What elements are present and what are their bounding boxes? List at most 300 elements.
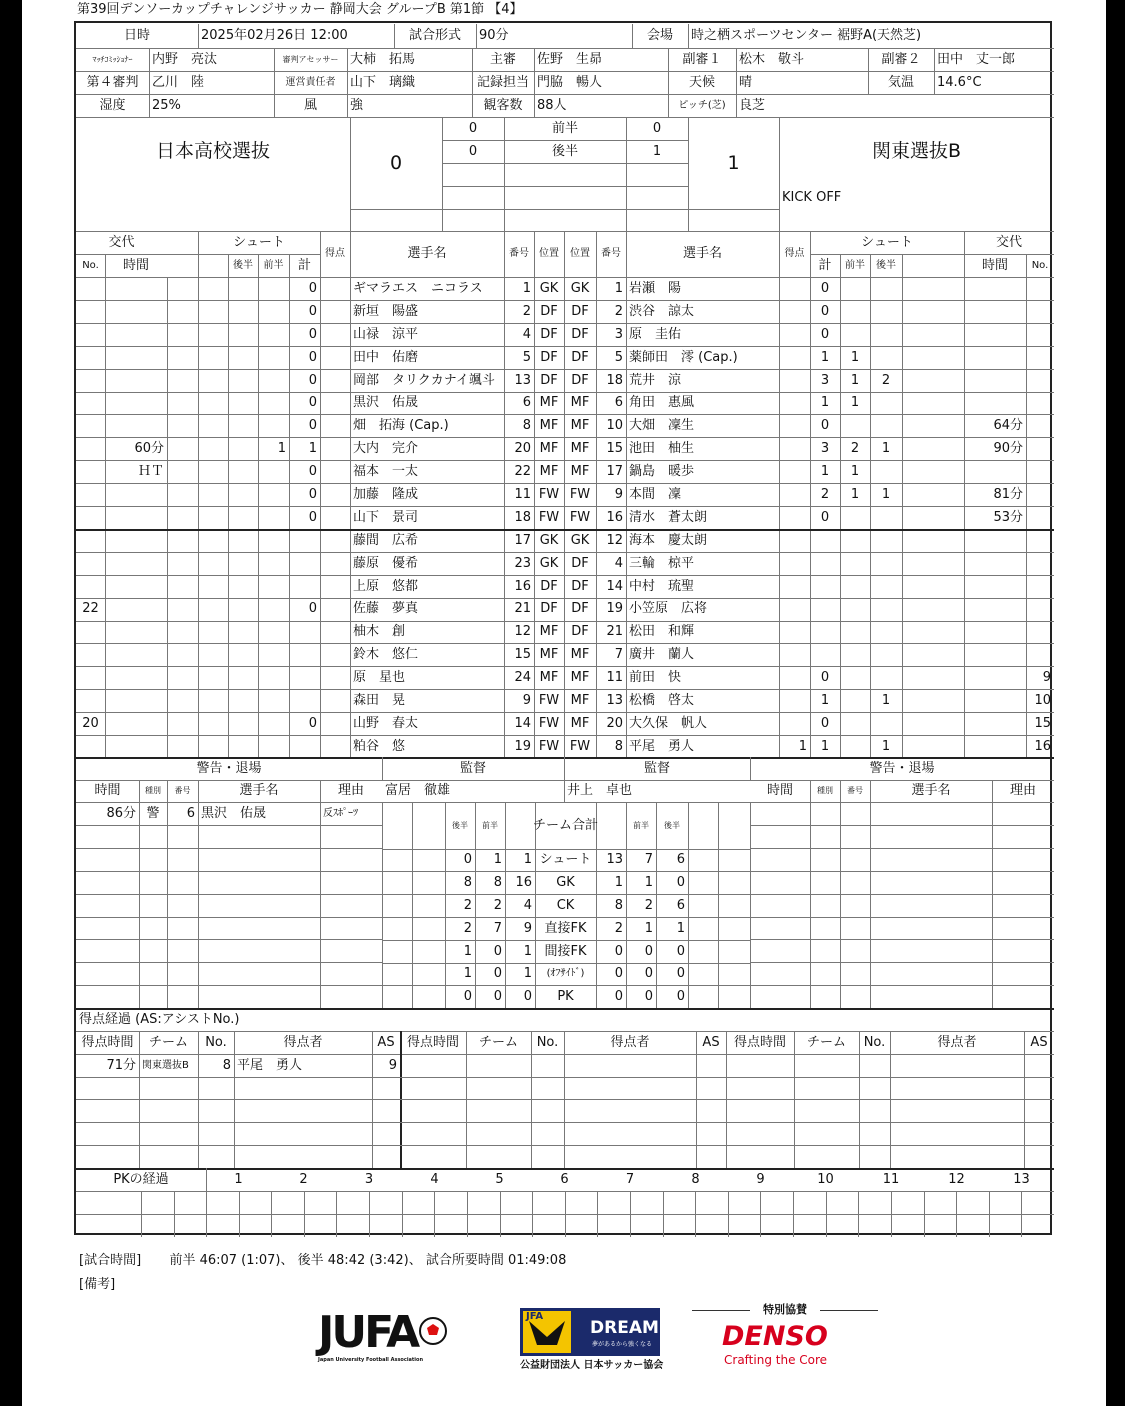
assessor-label: 審判アセッサー bbox=[282, 55, 339, 64]
home-sub-no bbox=[76, 735, 105, 758]
home-player-number: 8 bbox=[522, 418, 531, 433]
away-player-goals bbox=[779, 460, 810, 483]
away-shots-second bbox=[870, 621, 902, 643]
away-player-name: 中村 琉聖 bbox=[629, 579, 695, 594]
away-shots-total: 0 bbox=[820, 418, 830, 433]
grid-line bbox=[167, 277, 168, 757]
away-shots-second bbox=[870, 323, 902, 346]
document-title: 第39回デンソーカップチャレンジサッカー 静岡大会 グループB 第1節 【4】 bbox=[77, 2, 523, 17]
away-sub-time bbox=[964, 575, 1026, 598]
away-player-number: 8 bbox=[614, 739, 623, 754]
pk-kick-number: 10 bbox=[817, 1172, 834, 1187]
away-shots-total bbox=[810, 552, 840, 575]
stat-away-first: 1 bbox=[644, 921, 653, 936]
home-shots-total: 0 bbox=[308, 373, 317, 388]
home-sub-no bbox=[76, 643, 105, 666]
weather-value: 晴 bbox=[739, 75, 753, 90]
grid-line bbox=[750, 894, 1054, 895]
home-player-position: FW bbox=[538, 716, 560, 731]
away-player-position: GK bbox=[570, 281, 590, 296]
goal-as-header: AS bbox=[377, 1035, 395, 1050]
away-player-goals bbox=[779, 598, 810, 620]
stat-label: GK bbox=[556, 875, 575, 890]
match-report-table bbox=[74, 21, 1052, 1235]
away-second-header: 後半 bbox=[876, 260, 896, 271]
away-sub-no bbox=[1026, 483, 1054, 506]
pk-kick-number: 1 bbox=[234, 1172, 243, 1187]
home-sub-time: 60分 bbox=[134, 441, 164, 456]
away-player-number: 7 bbox=[614, 647, 623, 662]
home-shots-total: 0 bbox=[308, 510, 317, 525]
grid-line bbox=[891, 1191, 892, 1237]
grid-line bbox=[76, 939, 382, 940]
away-card-time-header: 時間 bbox=[766, 783, 793, 798]
grid-line bbox=[565, 1191, 566, 1237]
home-player-number: 4 bbox=[522, 327, 531, 342]
away-sub-time: 81分 bbox=[993, 487, 1023, 502]
away-shots-total bbox=[810, 598, 840, 620]
stat-home-total: 1 bbox=[523, 852, 532, 867]
home-card-kind-header: 種別 bbox=[145, 786, 161, 795]
away-player-name: 大畑 凜生 bbox=[629, 418, 695, 433]
jufa-ball-icon bbox=[418, 1316, 448, 1346]
away-shots-first: 1 bbox=[850, 395, 860, 410]
manager-name: 山下 璃織 bbox=[350, 75, 416, 90]
away-shots-total: 1 bbox=[820, 464, 830, 479]
away-player-number: 17 bbox=[606, 464, 623, 479]
away-card-num-header: 番号 bbox=[847, 786, 863, 795]
away-player-number: 1 bbox=[614, 281, 623, 296]
commissioner-label: ﾏｯﾁｺﾐｯｼｮﾅｰ bbox=[92, 55, 133, 64]
stat-away-second: 6 bbox=[676, 852, 685, 867]
stats-title: チーム合計 bbox=[532, 818, 598, 833]
fourth-official-name: 乙川 陸 bbox=[152, 75, 205, 90]
stat-away-first: 0 bbox=[644, 966, 653, 981]
stat-home-second: 1 bbox=[463, 944, 472, 959]
away-shots-second: 1 bbox=[881, 693, 891, 708]
home-shots-total bbox=[289, 552, 320, 575]
away-shots-second bbox=[870, 346, 902, 369]
stat-label: 間接FK bbox=[544, 944, 587, 959]
home-player-position: DF bbox=[540, 304, 558, 319]
home-shots-second bbox=[228, 460, 258, 483]
away-player-goals bbox=[779, 575, 810, 598]
grid-line bbox=[174, 1191, 175, 1237]
jufa-logo bbox=[318, 1307, 453, 1366]
home-shots-second bbox=[228, 346, 258, 369]
home-player-position: FW bbox=[538, 739, 560, 754]
away-player-number: 13 bbox=[606, 693, 623, 708]
away-sub-time bbox=[964, 689, 1026, 712]
home-player-name: 柚木 創 bbox=[353, 624, 406, 639]
away-player-number: 4 bbox=[614, 556, 623, 571]
away-sub-time bbox=[964, 735, 1026, 758]
dream-logo-subtext: 夢があるから強くなる bbox=[592, 1341, 653, 1348]
home-player-position: DF bbox=[540, 579, 558, 594]
temperature-value: 14.6°C bbox=[937, 75, 982, 90]
away-shots-total: 0 bbox=[820, 327, 830, 342]
away-sub-no bbox=[1026, 552, 1054, 575]
home-shots-first bbox=[258, 460, 289, 483]
away-shots-first bbox=[840, 689, 870, 712]
grid-line bbox=[718, 802, 719, 1008]
away-player-name: 岩瀬 陽 bbox=[629, 281, 682, 296]
home-player-name: 山野 春太 bbox=[353, 716, 419, 731]
home-sub-no bbox=[76, 414, 105, 437]
grid-line bbox=[630, 1191, 631, 1237]
home-player-name: 岡部 タリクカナイ颯斗 bbox=[353, 373, 495, 388]
home-sub-no bbox=[76, 483, 105, 506]
grid-line bbox=[198, 277, 199, 757]
away-cards-title: 警告・退場 bbox=[869, 761, 935, 776]
away-sub-time: 64分 bbox=[993, 418, 1023, 433]
home-sub-time bbox=[105, 483, 167, 506]
match-time-label: [試合時間] bbox=[79, 1253, 142, 1268]
away-player-position: DF bbox=[571, 373, 589, 388]
away-shots-second bbox=[870, 506, 902, 529]
stat-home-first: 2 bbox=[493, 898, 502, 913]
away-shots-second bbox=[870, 552, 902, 575]
away-shots-first bbox=[840, 735, 870, 758]
home-pos-header: 位置 bbox=[539, 248, 559, 259]
away-shots-total: 0 bbox=[820, 716, 830, 731]
home-shots-first bbox=[258, 300, 289, 323]
humidity-label: 湿度 bbox=[99, 98, 126, 113]
away-shots-total bbox=[810, 529, 840, 552]
ar2-name: 田中 丈一郎 bbox=[937, 52, 1016, 67]
pk-kick-number: 13 bbox=[1013, 1172, 1030, 1187]
attendance-label: 観客数 bbox=[483, 98, 523, 113]
goal-assist: 9 bbox=[388, 1058, 397, 1073]
home-player-number: 22 bbox=[514, 464, 531, 479]
home-sub-no: 22 bbox=[82, 601, 99, 616]
away-player-name: 原 圭佑 bbox=[629, 327, 682, 342]
home-coach-name: 富居 徹雄 bbox=[385, 783, 451, 798]
weather-label: 天候 bbox=[688, 75, 715, 90]
away-sub-no bbox=[1026, 392, 1054, 414]
referee-label: 主審 bbox=[489, 52, 516, 67]
home-sub-no bbox=[76, 277, 105, 300]
away-shots-total bbox=[810, 621, 840, 643]
match-time-text: 前半 46:07 (1:07)、 後半 48:42 (3:42)、 試合所要時間 01:49:08 bbox=[169, 1253, 567, 1268]
home-player-position: DF bbox=[540, 601, 558, 616]
away-shots-first bbox=[840, 277, 870, 300]
home-shots-total: 0 bbox=[308, 304, 317, 319]
home-sub-no bbox=[76, 346, 105, 369]
denso-logo-subtext: Crafting the Core bbox=[724, 1353, 828, 1367]
stat-home-total: 4 bbox=[523, 898, 532, 913]
stat-home-second: 0 bbox=[463, 852, 472, 867]
away-sub-time bbox=[964, 392, 1026, 414]
stat-away-second: 6 bbox=[676, 898, 685, 913]
away-sub-no bbox=[1026, 346, 1054, 369]
away-goals-header: 得点 bbox=[784, 248, 805, 259]
grid-line bbox=[858, 1191, 859, 1237]
grid-line bbox=[467, 1191, 468, 1237]
home-total-header: 計 bbox=[297, 258, 311, 273]
away-player-goals bbox=[779, 666, 810, 689]
pk-kick-number: 3 bbox=[364, 1172, 374, 1187]
home-first-header: 前半 bbox=[263, 260, 284, 271]
stats-away-first-header: 前半 bbox=[633, 821, 649, 830]
away-player-name: 大久保 帆人 bbox=[629, 716, 708, 731]
ar1-name: 松木 敬斗 bbox=[739, 52, 805, 67]
stat-home-total: 1 bbox=[523, 944, 532, 959]
home-player-number: 21 bbox=[514, 601, 531, 616]
away-second-half-score: 1 bbox=[652, 144, 662, 159]
stat-home-first: 0 bbox=[493, 989, 502, 1004]
away-sub-time: 53分 bbox=[993, 510, 1023, 525]
away-sub-no bbox=[1026, 575, 1054, 598]
goal-scorer: 平尾 勇人 bbox=[237, 1058, 303, 1073]
home-player-number: 6 bbox=[522, 395, 531, 410]
home-sub-no bbox=[76, 392, 105, 414]
away-sub-time bbox=[964, 552, 1026, 575]
home-sub-time bbox=[105, 712, 167, 735]
grid-line bbox=[76, 848, 382, 849]
stat-away-total: 0 bbox=[614, 966, 623, 981]
grid-line bbox=[750, 848, 1054, 849]
away-player-position: DF bbox=[571, 327, 589, 342]
home-sub-time bbox=[105, 346, 167, 369]
grid-line bbox=[271, 1191, 272, 1237]
away-player-number: 19 bbox=[606, 601, 623, 616]
stat-away-second: 0 bbox=[676, 989, 685, 1004]
stat-away-total: 13 bbox=[606, 852, 623, 867]
home-shots-first bbox=[258, 643, 289, 666]
away-shots-first bbox=[840, 529, 870, 552]
away-player-name: 角田 惠風 bbox=[629, 395, 695, 410]
home-sub-time bbox=[105, 529, 167, 552]
grid-line bbox=[434, 1191, 435, 1237]
grid-line bbox=[500, 1191, 501, 1237]
home-shots-first bbox=[258, 598, 289, 620]
away-sub-no: 10 bbox=[1034, 693, 1051, 708]
away-player-goals bbox=[779, 483, 810, 506]
grid-line bbox=[76, 985, 382, 986]
grid-line bbox=[76, 917, 382, 918]
home-sub-time bbox=[105, 552, 167, 575]
stats-first-header: 前半 bbox=[482, 821, 498, 830]
pk-kick-number: 11 bbox=[882, 1172, 900, 1187]
home-player-name: 田中 佑磨 bbox=[353, 350, 419, 365]
sponsor-label: 特別協賛 bbox=[763, 1303, 807, 1316]
away-shots-first bbox=[840, 621, 870, 643]
home-sub-time bbox=[105, 598, 167, 620]
home-card-kind: 警 bbox=[146, 806, 160, 821]
home-player-number: 9 bbox=[522, 693, 531, 708]
away-player-name: 海本 慶太朗 bbox=[629, 533, 708, 548]
stats-away-second-header: 後半 bbox=[664, 821, 680, 830]
away-shots-second: 1 bbox=[881, 739, 891, 754]
away-sub-header: 交代 bbox=[995, 235, 1022, 250]
away-player-position: MF bbox=[570, 395, 590, 410]
pk-kick-number: 12 bbox=[948, 1172, 965, 1187]
home-sub-no bbox=[76, 689, 105, 712]
away-player-name: 松田 和輝 bbox=[629, 624, 695, 639]
home-player-position: FW bbox=[538, 693, 560, 708]
jfa-logo-text: JFA bbox=[526, 1311, 544, 1322]
stat-away-second: 1 bbox=[676, 921, 685, 936]
home-player-number: 23 bbox=[514, 556, 531, 571]
home-goals-header: 得点 bbox=[325, 248, 345, 259]
away-shots-first: 1 bbox=[850, 464, 860, 479]
away-shots-first bbox=[840, 552, 870, 575]
away-sub-no bbox=[1026, 300, 1054, 323]
home-shots-first bbox=[258, 483, 289, 506]
away-sub-no bbox=[1026, 529, 1054, 552]
stat-away-total: 1 bbox=[614, 875, 623, 890]
home-coach-label: 監督 bbox=[459, 761, 486, 776]
away-shots-total: 2 bbox=[820, 487, 830, 502]
match-time-note bbox=[79, 1249, 566, 1268]
away-shots-total bbox=[810, 575, 840, 598]
away-player-name: 清水 蒼太朗 bbox=[629, 510, 708, 525]
home-player-position: MF bbox=[539, 624, 559, 639]
home-player-position: FW bbox=[538, 487, 560, 502]
away-player-number: 6 bbox=[614, 395, 623, 410]
grid-line bbox=[532, 1191, 533, 1237]
stat-away-second: 0 bbox=[676, 944, 685, 959]
grid-line bbox=[902, 254, 903, 277]
stat-away-total: 0 bbox=[614, 944, 623, 959]
home-shots-first bbox=[258, 392, 289, 414]
stat-away-first: 0 bbox=[644, 989, 653, 1004]
away-player-goals bbox=[779, 712, 810, 735]
away-pos-header: 位置 bbox=[570, 248, 590, 259]
away-sub-time bbox=[964, 529, 1026, 552]
goal-as-header: AS bbox=[702, 1035, 720, 1050]
format-label: 試合形式 bbox=[408, 28, 461, 43]
home-shots-total: 1 bbox=[308, 441, 317, 456]
away-sub-no: 9 bbox=[1042, 670, 1051, 685]
dream-logo-text: DREAM bbox=[590, 1318, 659, 1338]
home-shots-total bbox=[289, 735, 320, 758]
home-player-position: MF bbox=[539, 670, 559, 685]
home-player-number: 16 bbox=[514, 579, 531, 594]
home-shots-second bbox=[228, 621, 258, 643]
home-sub-time bbox=[105, 643, 167, 666]
home-team-name: 日本高校選抜 bbox=[155, 140, 270, 162]
away-player-position: MF bbox=[570, 464, 590, 479]
home-player-name: 新垣 陽盛 bbox=[353, 304, 419, 319]
attendance-value: 88人 bbox=[537, 98, 567, 113]
recorder-name: 門脇 暢人 bbox=[537, 75, 603, 90]
home-player-number: 17 bbox=[514, 533, 531, 548]
ar2-label: 副審２ bbox=[881, 52, 921, 67]
away-shots-second bbox=[870, 598, 902, 620]
home-card-time: 86分 bbox=[106, 806, 136, 821]
goal-scorer-header: 得点者 bbox=[937, 1035, 977, 1050]
away-player-goals bbox=[779, 277, 810, 300]
grid-line bbox=[663, 1191, 664, 1237]
goal-no-header: No. bbox=[536, 1035, 559, 1050]
away-sub-no: 16 bbox=[1034, 739, 1051, 754]
away-sub-time bbox=[964, 621, 1026, 643]
home-shots-first bbox=[258, 666, 289, 689]
home-player-position: MF bbox=[539, 464, 559, 479]
home-player-number: 20 bbox=[514, 441, 531, 456]
pk-kick-number: 5 bbox=[495, 1172, 504, 1187]
home-card-player: 黒沢 佑晟 bbox=[201, 806, 267, 821]
home-player-number: 15 bbox=[514, 647, 531, 662]
grid-line bbox=[902, 277, 903, 757]
home-shots-second bbox=[228, 712, 258, 735]
away-sub-time bbox=[964, 460, 1026, 483]
goal-time-header: 得点時間 bbox=[406, 1035, 459, 1050]
home-player-name: 山禄 涼平 bbox=[353, 327, 419, 342]
goal-scorer-header: 得点者 bbox=[283, 1035, 323, 1050]
away-shots-total: 0 bbox=[820, 510, 830, 525]
kickoff-label: KICK OFF bbox=[782, 190, 842, 205]
jfa-organization-name: 公益財団法人 日本サッカー協会 bbox=[520, 1360, 664, 1371]
home-shots-total: 0 bbox=[308, 327, 317, 342]
stat-away-total: 8 bbox=[614, 898, 623, 913]
away-first-half-score: 0 bbox=[652, 121, 662, 136]
home-sub-no bbox=[76, 369, 105, 392]
away-player-name: 前田 快 bbox=[629, 670, 682, 685]
away-player-number: 2 bbox=[614, 304, 623, 319]
away-player-name: 渋谷 諒太 bbox=[629, 304, 695, 319]
stat-label: PK bbox=[557, 989, 574, 1004]
home-sub-time: ＨＴ bbox=[137, 464, 164, 479]
stats-second-header: 後半 bbox=[452, 821, 468, 830]
home-shots-second bbox=[228, 277, 258, 300]
away-sub-no bbox=[1026, 369, 1054, 392]
home-player-number: 24 bbox=[514, 670, 531, 685]
away-player-position: MF bbox=[570, 647, 590, 662]
remarks-label: [備考] bbox=[79, 1277, 116, 1292]
away-player-number: 20 bbox=[606, 716, 623, 731]
goal-as-header: AS bbox=[1030, 1035, 1048, 1050]
grid-line bbox=[826, 1191, 827, 1237]
away-player-position: FW bbox=[569, 510, 591, 525]
home-shots-first bbox=[258, 552, 289, 575]
stat-home-second: 8 bbox=[463, 875, 472, 890]
home-shots-first bbox=[258, 735, 289, 758]
grid-line bbox=[728, 1191, 729, 1237]
away-player-goals bbox=[779, 621, 810, 643]
away-sub-no bbox=[1026, 506, 1054, 529]
grid-line bbox=[76, 1077, 1054, 1078]
away-shots-total: 3 bbox=[820, 373, 830, 388]
away-player-name: 松橋 啓太 bbox=[629, 693, 695, 708]
away-sub-time bbox=[964, 323, 1026, 346]
stat-home-first: 1 bbox=[493, 852, 502, 867]
away-shots-second: 1 bbox=[881, 487, 891, 502]
away-player-name: 平尾 勇人 bbox=[629, 739, 695, 754]
commissioner-name: 内野 亮汰 bbox=[152, 52, 218, 67]
grid-line bbox=[76, 871, 382, 872]
home-player-name: 原 星也 bbox=[353, 670, 406, 685]
away-card-reason-header: 理由 bbox=[1009, 783, 1036, 798]
home-shots-total: 0 bbox=[308, 395, 317, 410]
home-player-name: 福本 一太 bbox=[353, 464, 419, 479]
away-sub-time-header: 時間 bbox=[981, 258, 1008, 273]
stat-away-first: 1 bbox=[644, 875, 653, 890]
goal-team: 関東選抜B bbox=[142, 1060, 189, 1071]
away-sub-no bbox=[1026, 643, 1054, 666]
home-player-name: 大内 完介 bbox=[353, 441, 419, 456]
home-sub-no-header: No. bbox=[82, 260, 99, 271]
goal-time: 71分 bbox=[106, 1058, 136, 1073]
away-player-number: 14 bbox=[606, 579, 623, 594]
goal-scorer-header: 得点者 bbox=[610, 1035, 650, 1050]
home-player-position: MF bbox=[539, 418, 559, 433]
away-player-header: 選手名 bbox=[682, 246, 722, 261]
home-card-num-header: 番号 bbox=[174, 786, 191, 795]
away-shots-second bbox=[870, 666, 902, 689]
